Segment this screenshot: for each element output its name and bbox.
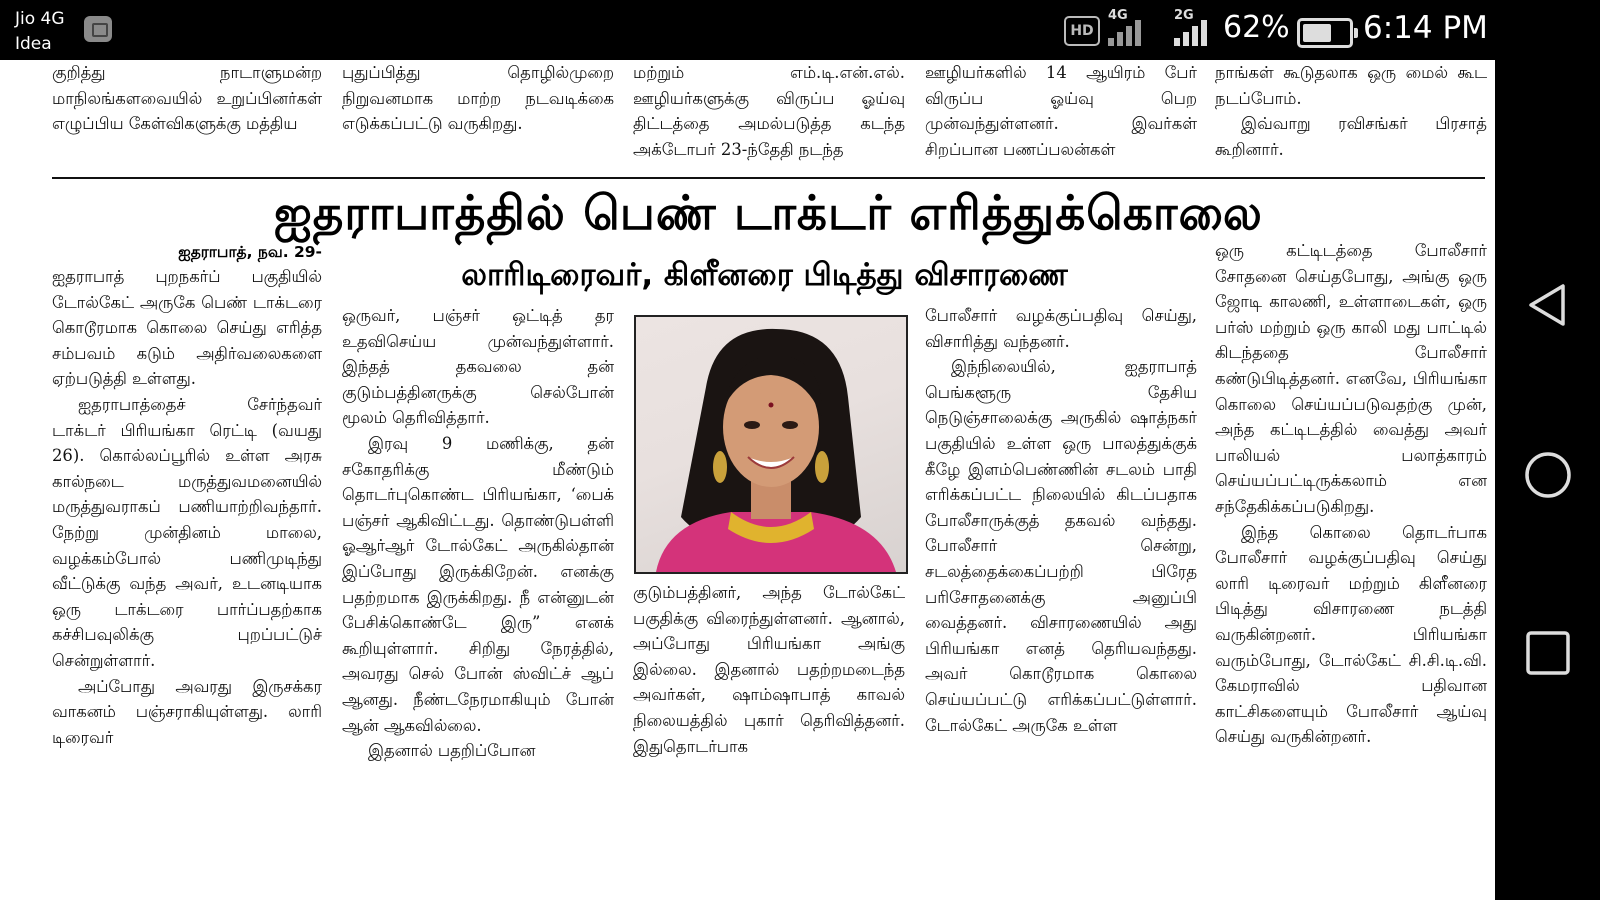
- article-column-1: [52, 264, 322, 750]
- paragraph: ஐதராபாத் புறநகர்ப் பகுதியில் டோல்கேட் அருகே பெண் டாக்டரை கொடூரமாக கொலை செய்து எரித்த சம்பவம் கடும் அதிர்வலைகளை ஏற்படுத்தி உள்ளது.: [52, 267, 322, 389]
- article-column-5: [1215, 238, 1487, 750]
- newspaper-page[interactable]: [0, 60, 1495, 900]
- previous-article-column: [52, 60, 322, 137]
- previous-article-column: [342, 60, 614, 137]
- headline: ஐதராபாத்தில் பெண் டாக்டர் எரித்துக்கொலை: [274, 186, 1263, 241]
- paragraph: இந்த கொலை தொடர்பாக போலீசார் வழக்குப்பதிவு செய்து லாரி டிரைவர் மற்றும் கிளீனரை பிடித்து விசாரணை நடத்தி வருகின்றனர். பிரியங்கா வரும்போது, டோல்கேட் சி.சி.டி.வி. கேமராவில் பதிவான காட்சிகளையும் போலீசார் ஆய்வு செய்து வருகின்றனர்.: [1215, 522, 1487, 747]
- recent-apps-icon[interactable]: [1523, 628, 1573, 678]
- paragraph: புதுப்பித்து தொழில்முறை நிறுவனமாக மாற்ற நடவடிக்கை எடுக்கப்பட்டு வருகிறது.: [342, 63, 614, 134]
- victim-photo: [634, 315, 908, 574]
- paragraph: நாங்கள் கூடுதலாக ஒரு மைல் கூட நடப்போம்.: [1215, 63, 1487, 108]
- signal-icon: [1174, 10, 1222, 46]
- paragraph: ஒருவர், பஞ்சர் ஒட்டித் தர உதவிசெய்ய முன்வந்துள்ளார். இந்தத் தகவலை தன் குடும்பத்தினருக்கு செல்போன் மூலம் தெரிவித்தார்.: [342, 306, 614, 428]
- carrier-name-sim1: Jio 4G: [15, 9, 65, 29]
- paragraph: அப்போது அவரது இருசக்கர வாகனம் பஞ்சராகியுள்ளது. லாரி டிரைவர்: [52, 676, 322, 747]
- paragraph: குறித்து நாடாளுமன்ற மாநிலங்களவையில் உறுப்பினர்கள் எழுப்பிய கேள்விகளுக்கு மத்திய: [52, 63, 322, 134]
- navigation-bar: [1495, 60, 1600, 900]
- gallery-icon: [84, 16, 112, 42]
- sim1-network-label: 4G: [1108, 8, 1128, 23]
- carrier-name-sim2: Idea: [15, 34, 52, 54]
- previous-article-column: [633, 60, 905, 162]
- article-column-3: [633, 580, 905, 759]
- previous-article-column: [925, 60, 1197, 162]
- paragraph: போலீசார் வழக்குப்பதிவு செய்து, விசாரித்து வந்தனர்.: [925, 306, 1197, 351]
- paragraph: ஊழியர்களில் 14 ஆயிரம் பேர் விருப்ப ஓய்வு பெற முன்வந்துள்ளனர். இவர்கள் சிறப்பான பணப்பலன்கள்: [925, 63, 1197, 159]
- battery-icon: [1297, 18, 1353, 48]
- paragraph: இவ்வாறு ரவிசங்கர் பிரசாத் கூறினார்.: [1215, 114, 1487, 159]
- subheadline: லாரிடிரைவர், கிளீனரை பிடித்து விசாரணை: [461, 257, 1068, 293]
- article-column-2: [342, 303, 614, 764]
- status-bar: [0, 0, 1600, 60]
- portrait-image: [636, 317, 906, 572]
- article-column-4: [925, 303, 1197, 738]
- paragraph: மற்றும் எம்.டி.என்.எல். ஊழியர்களுக்கு விருப்ப ஓய்வு திட்டத்தை அமல்படுத்த கடந்த அக்டோபர் 23-ந்தேதி நடந்த: [633, 63, 905, 159]
- signal-icon: [1108, 10, 1156, 46]
- paragraph: ஒரு கட்டிடத்தை போலீசார் சோதனை செய்தபோது, அங்கு ஒரு ஜோடி காலணி, உள்ளாடைகள், ஒரு பர்ஸ் மற்றும் ஒரு காலி மது பாட்டில் கிடந்ததை போலீசார் கண்டுபிடித்தனர். எனவே, பிரியங்கா கொலை செய்யப்படுவதற்கு முன், அந்த கட்டிடத்தில் வைத்து அவர் பாலியல் பலாத்காரம் செய்யப்பட்டிருக்கலாம் என சந்தேகிக்கப்படுகிறது.: [1215, 241, 1487, 516]
- back-icon[interactable]: [1523, 280, 1573, 330]
- paragraph: இதனால் பதறிப்போன: [368, 741, 536, 761]
- paragraph: இரவு 9 மணிக்கு, தன் சகோதரிக்கு மீண்டும் தொடர்புகொண்ட பிரியங்கா, ‘பைக் பஞ்சர் ஆகிவிட்டது. தொண்டுபள்ளி ஓஆர்ஆர் டோல்கேட் அருகில்தான் இப்போது இருக்கிறேன். எனக்கு பதற்றமாக இருக்கிறது. நீ என்னுடன் பேசிக்கொண்டே இரு” எனக் கூறியுள்ளார். சிறிது நேரத்தில், அவரது செல் போன் ஸ்விட்ச் ஆப் ஆனது. நீண்டநேரமாகியும் போன் ஆன் ஆகவில்லை.: [342, 433, 614, 735]
- paragraph: இந்நிலையில், ஐதராபாத் பெங்களூரு தேசிய நெடுஞ்சாலைக்கு அருகில் ஷாத்நகர் பகுதியில் உள்ள ஒரு பாலத்துக்குக் கீழே இளம்பெண்ணின் சடலம் பாதி எரிக்கப்பட்ட நிலையில் கிடப்பதாக போலீசாருக்குத் தகவல் வந்தது. போலீசார் சென்று, சடலத்தைக்கைப்பற்றி பிரேத பரிசோதனைக்கு அனுப்பி வைத்தனர். விசாரணையில் அது பிரியங்கா எனத் தெரியவந்தது. அவர் கொடூரமாக கொலை செய்யப்பட்டு எரிக்கப்பட்டுள்ளார். டோல்கேட் அருகே உள்ள: [925, 357, 1197, 735]
- home-icon[interactable]: [1523, 450, 1573, 500]
- battery-percentage: 62%: [1223, 10, 1290, 45]
- sim2-network-label: 2G: [1174, 8, 1194, 23]
- section-divider: [52, 177, 1485, 179]
- paragraph: ஐதராபாத்தைச் சேர்ந்தவர் டாக்டர் பிரியங்கா ரெட்டி (வயது 26). கொல்லப்பூரில் உள்ள அரசு கால்நடை மருத்துவமனையில் மருத்துவராகப் பணியாற்றிவந்தார். நேற்று முன்தினம் மாலை, வழக்கம்போல் பணிமுடிந்து வீட்டுக்கு வந்த அவர், உடனடியாக ஒரு டாக்டரை பார்ப்பதற்காக கச்சிபவுலிக்கு புறப்பட்டுச் சென்றுள்ளார்.: [52, 394, 322, 670]
- paragraph: குடும்பத்தினர், அந்த டோல்கேட் பகுதிக்கு விரைந்துள்ளனர். ஆனால், அப்போது பிரியங்கா அங்கு இல்லை. இதனால் பதற்றமடைந்த அவர்கள், ஷாம்ஷாபாத் காவல் நிலையத்தில் புகார் தெரிவித்தனர். இதுதொடர்பாக: [633, 583, 905, 756]
- previous-article-column: [1215, 60, 1487, 162]
- hd-voice-badge: HD: [1064, 16, 1100, 46]
- clock: 6:14 PM: [1363, 10, 1488, 46]
- dateline: ஐதராபாத், நவ. 29-: [178, 243, 322, 261]
